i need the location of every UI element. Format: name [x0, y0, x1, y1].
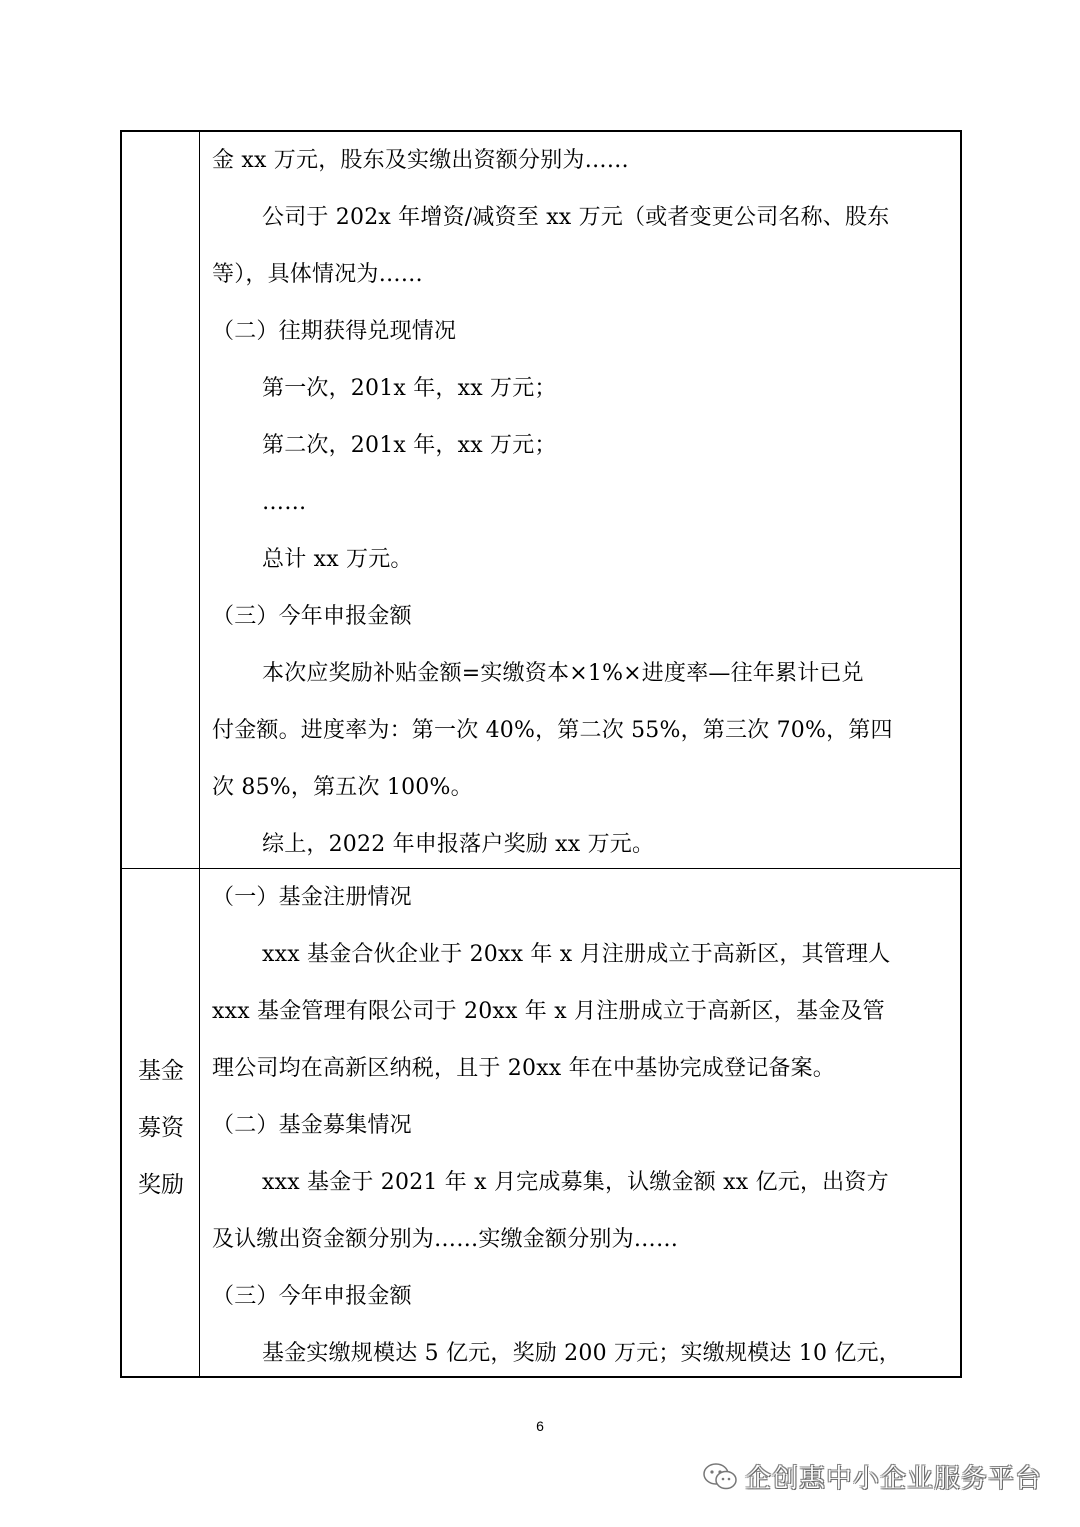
row-label-cell — [122, 132, 200, 868]
paragraph-line: 基金实缴规模达 5 亿元，奖励 200 万元；实缴规模达 10 亿元， — [262, 1341, 901, 1366]
paragraph-line: xxx 基金管理有限公司于 20xx 年 x 月注册成立于高新区，基金及管 — [212, 999, 885, 1024]
paragraph-line: xxx 基金合伙企业于 20xx 年 x 月注册成立于高新区，其管理人 — [262, 942, 891, 967]
wechat-icon — [703, 1462, 737, 1492]
paragraph-line: 本次应奖励补贴金额=实缴资本×1%×进度率—往年累计已兑 — [262, 661, 864, 686]
row-label-line: 奖励 — [138, 1172, 184, 1198]
row-content-cell — [200, 132, 960, 868]
paragraph-line: 第二次，201x 年，xx 万元； — [262, 433, 557, 458]
paragraph-line: 第一次，201x 年，xx 万元； — [262, 376, 557, 401]
table-row — [122, 132, 960, 868]
paragraph-line: 总计 xx 万元。 — [262, 547, 413, 572]
row-label-line: 募资 — [138, 1115, 184, 1141]
paragraph-line: xxx 基金于 2021 年 x 月完成募集，认缴金额 xx 亿元，出资方 — [262, 1170, 889, 1195]
section-heading: （三）今年申报金额 — [212, 1284, 412, 1309]
paragraph-line: 等），具体情况为…… — [212, 262, 424, 287]
row-content-cell — [200, 869, 960, 1376]
page-number: 6 — [536, 1418, 544, 1434]
paragraph-line: 及认缴出资金额分别为……实缴金额分别为…… — [212, 1227, 679, 1252]
paragraph-line: 公司于 202x 年增资/减资至 xx 万元（或者变更公司名称、股东 — [262, 205, 890, 230]
watermark — [703, 1458, 1042, 1495]
row-label-line: 基金 — [138, 1058, 184, 1084]
section-heading: （三）今年申报金额 — [212, 604, 412, 629]
paragraph-line: 次 85%，第五次 100%。 — [212, 775, 473, 800]
paragraph-line: 综上，2022 年申报落户奖励 xx 万元。 — [262, 832, 655, 857]
row-label-cell — [122, 869, 200, 1376]
section-heading: （二）往期获得兑现情况 — [212, 319, 457, 344]
paragraph-line: 理公司均在高新区纳税，且于 20xx 年在中基协完成登记备案。 — [212, 1056, 835, 1081]
application-table — [120, 130, 962, 1378]
section-heading: （一）基金注册情况 — [212, 885, 412, 910]
watermark-text: 企创惠中小企业服务平台 — [744, 1464, 1042, 1494]
section-heading: （二）基金募集情况 — [212, 1113, 412, 1138]
table-row — [122, 868, 960, 1376]
paragraph-line: 金 xx 万元，股东及实缴出资额分别为…… — [212, 148, 630, 173]
paragraph-line: …… — [262, 490, 307, 515]
paragraph-line: 付金额。进度率为：第一次 40%，第二次 55%，第三次 70%，第四 — [212, 718, 893, 743]
